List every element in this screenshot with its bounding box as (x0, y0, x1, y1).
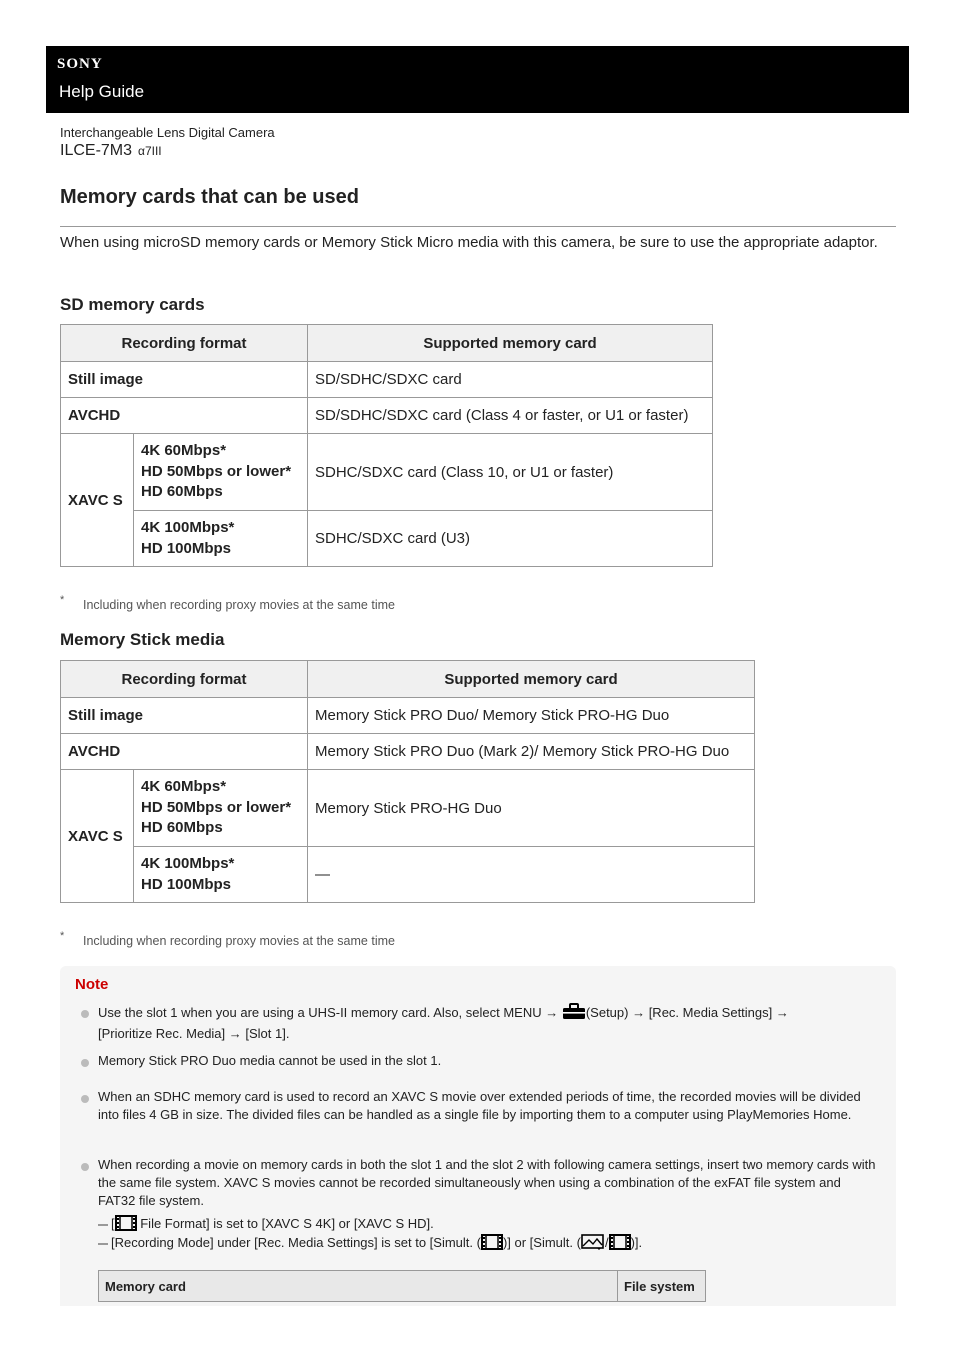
fs-col-memory-card: Memory card (99, 1271, 618, 1302)
ms-row-still-label: Still image (61, 698, 308, 734)
bullet-dot (81, 1059, 89, 1067)
ms-heading: Memory Stick media (60, 630, 225, 649)
note-title: Note (75, 976, 109, 993)
footnote-text: Including when recording proxy movies at the same time (83, 934, 395, 948)
intro-text: When using microSD memory cards or Memory Stick Micro media with this camera, be sure to use the appropriate adaptor. (60, 234, 878, 251)
ms-row-avchd-label: AVCHD (61, 734, 308, 770)
sd-xavcs-format-1 (134, 434, 308, 511)
ms-xavcs-card-1: Memory Stick PRO-HG Duo (308, 770, 755, 847)
ms-row-still-card: Memory Stick PRO Duo/ Memory Stick PRO-HG Duo (308, 698, 755, 734)
sony-logo[interactable]: SONY (57, 56, 103, 72)
note-bullet-1-text-c: [Prioritize Rec. Media] → [Slot 1]. (98, 1026, 290, 1041)
bullet-dot (81, 1095, 89, 1103)
sd-xavcs-format-2-line1: 4K 100Mbps* (141, 519, 235, 536)
ms-xavcs-format-1-line2: HD 50Mbps or lower* (141, 798, 292, 816)
ms-row-xavcs-label: XAVC S (61, 770, 134, 903)
note-subitem-2-text-b: )] or [Simult. ( (502, 1235, 581, 1250)
ms-card-table (60, 660, 755, 903)
ms-xavcs-format-2 (134, 847, 308, 903)
movie-icon (609, 1234, 631, 1255)
model-alias: α7III (138, 144, 162, 158)
ms-xavcs-format-1 (134, 770, 308, 847)
sd-row-avchd-label: AVCHD (61, 398, 308, 434)
still-image-icon (581, 1234, 605, 1255)
footnote-mark: * (60, 930, 65, 942)
movie-icon (481, 1234, 503, 1255)
sd-row-still-label: Still image (61, 362, 308, 398)
ms-xavcs-format-1-line1: 4K 60Mbps* (141, 778, 227, 796)
note-subitem-1 (98, 1215, 878, 1236)
bullet-dot (81, 1163, 89, 1171)
sd-row-still-card: SD/SDHC/SDXC card (308, 362, 713, 398)
toolbox-icon (562, 1003, 586, 1025)
site-header (46, 46, 909, 113)
note-subitem-2 (98, 1234, 878, 1255)
ms-col-recording-format: Recording format (61, 661, 308, 698)
sd-xavcs-format-2 (134, 511, 308, 567)
ms-xavcs-card-2: — (308, 847, 755, 903)
sd-row-avchd-card: SD/SDHC/SDXC card (Class 4 or faster, or U1 or faster) (308, 398, 713, 434)
model-number: ILCE-7M3 (60, 142, 133, 159)
note-subitem-2-text-d: )]. (630, 1235, 643, 1250)
dash-marker (98, 1224, 108, 1226)
sd-xavcs-format-1-line3: HD 60Mbps (141, 483, 223, 501)
note-subitem-1-text-a: [ (111, 1216, 115, 1231)
note-bullet-1 (98, 1003, 878, 1043)
page-title: Memory cards that can be used (60, 186, 359, 208)
sd-xavcs-card-1: SDHC/SDXC card (Class 10, or U1 or faster) (308, 434, 713, 511)
help-guide-title[interactable]: Help Guide (59, 82, 145, 101)
sd-row-xavcs-label: XAVC S (61, 434, 134, 567)
product-category: Interchangeable Lens Digital Camera (60, 125, 275, 140)
note-bullet-2: Memory Stick PRO Duo media cannot be used in the slot 1. (98, 1053, 442, 1068)
ms-row-avchd-card: Memory Stick PRO Duo (Mark 2)/ Memory Stick PRO-HG Duo (308, 734, 755, 770)
title-divider (60, 226, 896, 227)
sd-col-recording-format: Recording format (61, 325, 308, 362)
fs-col-file-system: File system (618, 1271, 706, 1302)
bullet-dot (81, 1010, 89, 1018)
note-bullet-1-text-a: Use the slot 1 when you are using a UHS-II memory card. Also, select MENU → (98, 1005, 562, 1020)
footnote-text: Including when recording proxy movies at the same time (83, 598, 395, 612)
sd-xavcs-format-1-line2: HD 50Mbps or lower* (141, 462, 292, 480)
product-model (60, 142, 162, 160)
movie-icon (115, 1215, 137, 1236)
sd-card-table (60, 324, 713, 567)
note-subitem-2-text-c: / (604, 1235, 609, 1250)
dash-marker (98, 1243, 108, 1245)
footnote-mark: * (60, 594, 65, 606)
sd-xavcs-card-2: SDHC/SDXC card (U3) (308, 511, 713, 567)
note-subitem-1-text-b: File Format] is set to [XAVC S 4K] or [XAVC S HD]. (136, 1216, 434, 1231)
note-bullet-4: When recording a movie on memory cards in both the slot 1 and the slot 2 with following camera settings, insert two memory cards with the same file system. XAVC S movies cannot be recorded simultaneously when using a combination of the exFAT file system and FAT32 file system. (98, 1157, 876, 1208)
ms-xavcs-format-2-line1: 4K 100Mbps* (141, 855, 235, 872)
note-subitem-2-text-a: [Recording Mode] under [Rec. Media Settings] is set to [Simult. ( (111, 1235, 481, 1250)
note-box (60, 966, 896, 1306)
ms-xavcs-format-1-line3: HD 60Mbps (141, 819, 223, 837)
note-bullet-3: When an SDHC memory card is used to record an XAVC S movie over extended periods of time, the recorded movies will be divided into files 4 GB in size. The divided files can be handled as a single file by importing them to a computer using PlayMemories Home. (98, 1089, 861, 1122)
file-system-table (98, 1270, 706, 1302)
sd-col-supported-card: Supported memory card (308, 325, 713, 362)
sd-heading: SD memory cards (60, 295, 205, 314)
ms-col-supported-card: Supported memory card (308, 661, 755, 698)
note-bullet-1-text-b: (Setup) → [Rec. Media Settings] → (585, 1005, 789, 1020)
sd-xavcs-format-2-line2: HD 100Mbps (141, 539, 232, 557)
ms-xavcs-format-2-line2: HD 100Mbps (141, 875, 232, 893)
sd-xavcs-format-1-line1: 4K 60Mbps* (141, 442, 227, 460)
